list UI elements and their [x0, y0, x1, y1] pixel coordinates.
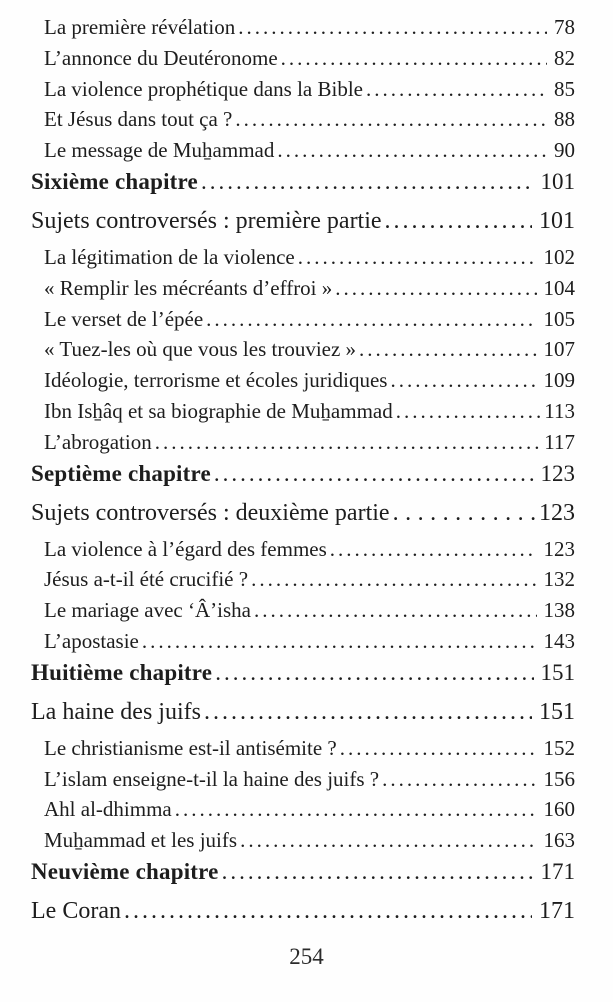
dot-leader — [215, 660, 533, 686]
toc-entry — [31, 245, 575, 276]
toc-entry — [31, 430, 575, 461]
toc-entry-label: Et Jésus dans tout ça ? — [44, 107, 233, 132]
toc-entry — [31, 898, 575, 935]
dot-leader — [251, 567, 536, 592]
toc-entry-page: 132 — [543, 567, 575, 592]
dot-leader — [214, 461, 534, 487]
dot-leader — [396, 399, 544, 424]
toc-entry — [31, 307, 575, 338]
toc-entry — [31, 208, 575, 245]
toc-entry-page: 90 — [554, 138, 575, 163]
dot-leader — [124, 898, 532, 925]
toc-entry-label: La première révélation — [44, 15, 236, 39]
toc-entry-label: La haine des juifs — [31, 698, 201, 725]
toc-entry-page: 102 — [543, 244, 575, 269]
toc-entry-page: 113 — [544, 398, 575, 423]
page-number: 254 — [289, 943, 324, 969]
toc-entry-label: La légitimation de la violence — [44, 244, 295, 269]
toc-entry — [31, 77, 575, 108]
toc-entry-label: Muẖammad et les juifs — [44, 828, 238, 853]
dot-leader — [335, 276, 536, 301]
toc-entry-label: « Remplir les mécréants d’effroi » — [44, 275, 333, 300]
toc-entry-page: 88 — [554, 107, 575, 132]
dot-leader — [155, 430, 544, 455]
toc-entry-page: 171 — [540, 858, 575, 884]
toc-entry-page: 104 — [543, 275, 575, 300]
toc-entry — [31, 797, 575, 828]
toc-entry-label: Sujets controversés : deuxième partie — [31, 499, 390, 526]
toc-entry-page: 171 — [539, 897, 575, 924]
toc-entry — [31, 399, 575, 430]
toc-entry — [31, 169, 575, 208]
toc-entry-label: L’abrogation — [44, 429, 152, 454]
toc-entry — [31, 699, 575, 736]
dot-leader — [340, 736, 537, 761]
toc-entry — [31, 736, 575, 767]
dot-leader — [222, 859, 534, 885]
toc-entry-label: Idéologie, terrorisme et écoles juridiques — [44, 368, 388, 393]
toc-entry — [31, 767, 575, 798]
toc-entry-page: 85 — [554, 76, 575, 101]
toc-entry-label: Le christianisme est-il antisémite ? — [44, 735, 337, 760]
toc-entry — [31, 276, 575, 307]
dot-leader — [142, 629, 537, 654]
toc-entry-label: Le message de Muẖammad — [44, 138, 275, 163]
toc-entry-label: La violence prophétique dans la Bible — [44, 76, 363, 101]
toc-entry-page: 143 — [543, 628, 575, 653]
toc-entry-page: 105 — [543, 306, 575, 331]
toc-entry-label: L’apostasie — [44, 628, 139, 653]
dot-leader — [206, 307, 536, 332]
toc-entry-page: 156 — [543, 766, 575, 791]
toc-entry-page: 123 — [540, 460, 575, 486]
toc-entry-page: 101 — [539, 207, 575, 234]
toc-entry-page: 78 — [554, 15, 575, 39]
toc-entry-label: Septième chapitre — [31, 460, 211, 486]
dot-leader — [277, 138, 547, 163]
toc-entry — [31, 337, 575, 368]
dot-leader — [240, 828, 536, 853]
toc-entry-page: 107 — [543, 337, 575, 362]
dot-leader — [330, 537, 537, 562]
dot-leader — [254, 598, 537, 623]
dot-leader — [298, 245, 537, 270]
toc-entry — [31, 598, 575, 629]
toc-entry-page: 117 — [544, 429, 575, 454]
dot-leader — [238, 15, 547, 40]
toc-entry-page: 138 — [543, 598, 575, 623]
toc-entry — [31, 107, 575, 138]
dot-leader — [175, 797, 537, 822]
toc-entry-label: Ibn Isẖâq et sa biographie de Muẖammad — [44, 398, 393, 423]
toc-entry — [31, 828, 575, 859]
toc-entry — [31, 461, 575, 500]
dot-leader — [281, 46, 547, 71]
dot-leader — [235, 107, 547, 132]
toc-entry — [31, 46, 575, 77]
dot-leader — [393, 500, 538, 527]
toc-entry-label: Sixième chapitre — [31, 168, 198, 194]
toc-entry-page: 101 — [540, 168, 575, 194]
toc-entry-page: 152 — [543, 735, 575, 760]
toc-entry-label: L’annonce du Deutéronome — [44, 45, 278, 70]
toc-entry-page: 151 — [540, 659, 575, 685]
toc-entry-label: Ahl al-dhimma — [44, 797, 172, 822]
toc-entry — [31, 567, 575, 598]
toc-entry-label: L’islam enseigne-t-il la haine des juifs ? — [44, 766, 380, 791]
toc-entry — [31, 15, 575, 46]
dot-leader — [390, 368, 536, 393]
dot-leader — [201, 169, 534, 195]
toc-entry — [31, 537, 575, 568]
toc-entry-page: 109 — [543, 368, 575, 393]
toc-entry-page: 160 — [543, 797, 575, 822]
dot-leader — [385, 208, 532, 235]
toc-entry-page: 163 — [543, 828, 575, 853]
toc-entry-label: Huitième chapitre — [31, 659, 213, 685]
toc-entry — [31, 138, 575, 169]
toc-entry-page: 82 — [554, 45, 575, 70]
toc-entry — [31, 859, 575, 898]
dot-leader — [204, 699, 532, 726]
toc-entry-label: Le mariage avec ‘Â’isha — [44, 598, 251, 623]
toc-entry — [31, 629, 575, 660]
toc-entry-label: Le verset de l’épée — [44, 306, 204, 331]
toc-entry-label: « Tuez-les où que vous les trouviez » — [44, 337, 357, 362]
dot-leader — [366, 77, 547, 102]
dot-leader — [359, 337, 536, 362]
toc-entry — [31, 660, 575, 699]
toc-entry-label: Le Coran — [31, 897, 121, 924]
toc-entry-label: Jésus a-t-il été crucifié ? — [44, 567, 249, 592]
toc-entry — [31, 368, 575, 399]
toc-entry-page: 151 — [539, 698, 575, 725]
toc-entry-page: 123 — [543, 536, 575, 561]
dot-leader — [382, 767, 536, 792]
toc-entry-label: Neuvième chapitre — [31, 858, 219, 884]
toc-entry-page: 123 — [539, 499, 575, 526]
toc-entry — [31, 500, 575, 537]
toc-entry-label: Sujets controversés : première partie — [31, 207, 382, 234]
toc-entry-label: La violence à l’égard des femmes — [44, 536, 327, 561]
